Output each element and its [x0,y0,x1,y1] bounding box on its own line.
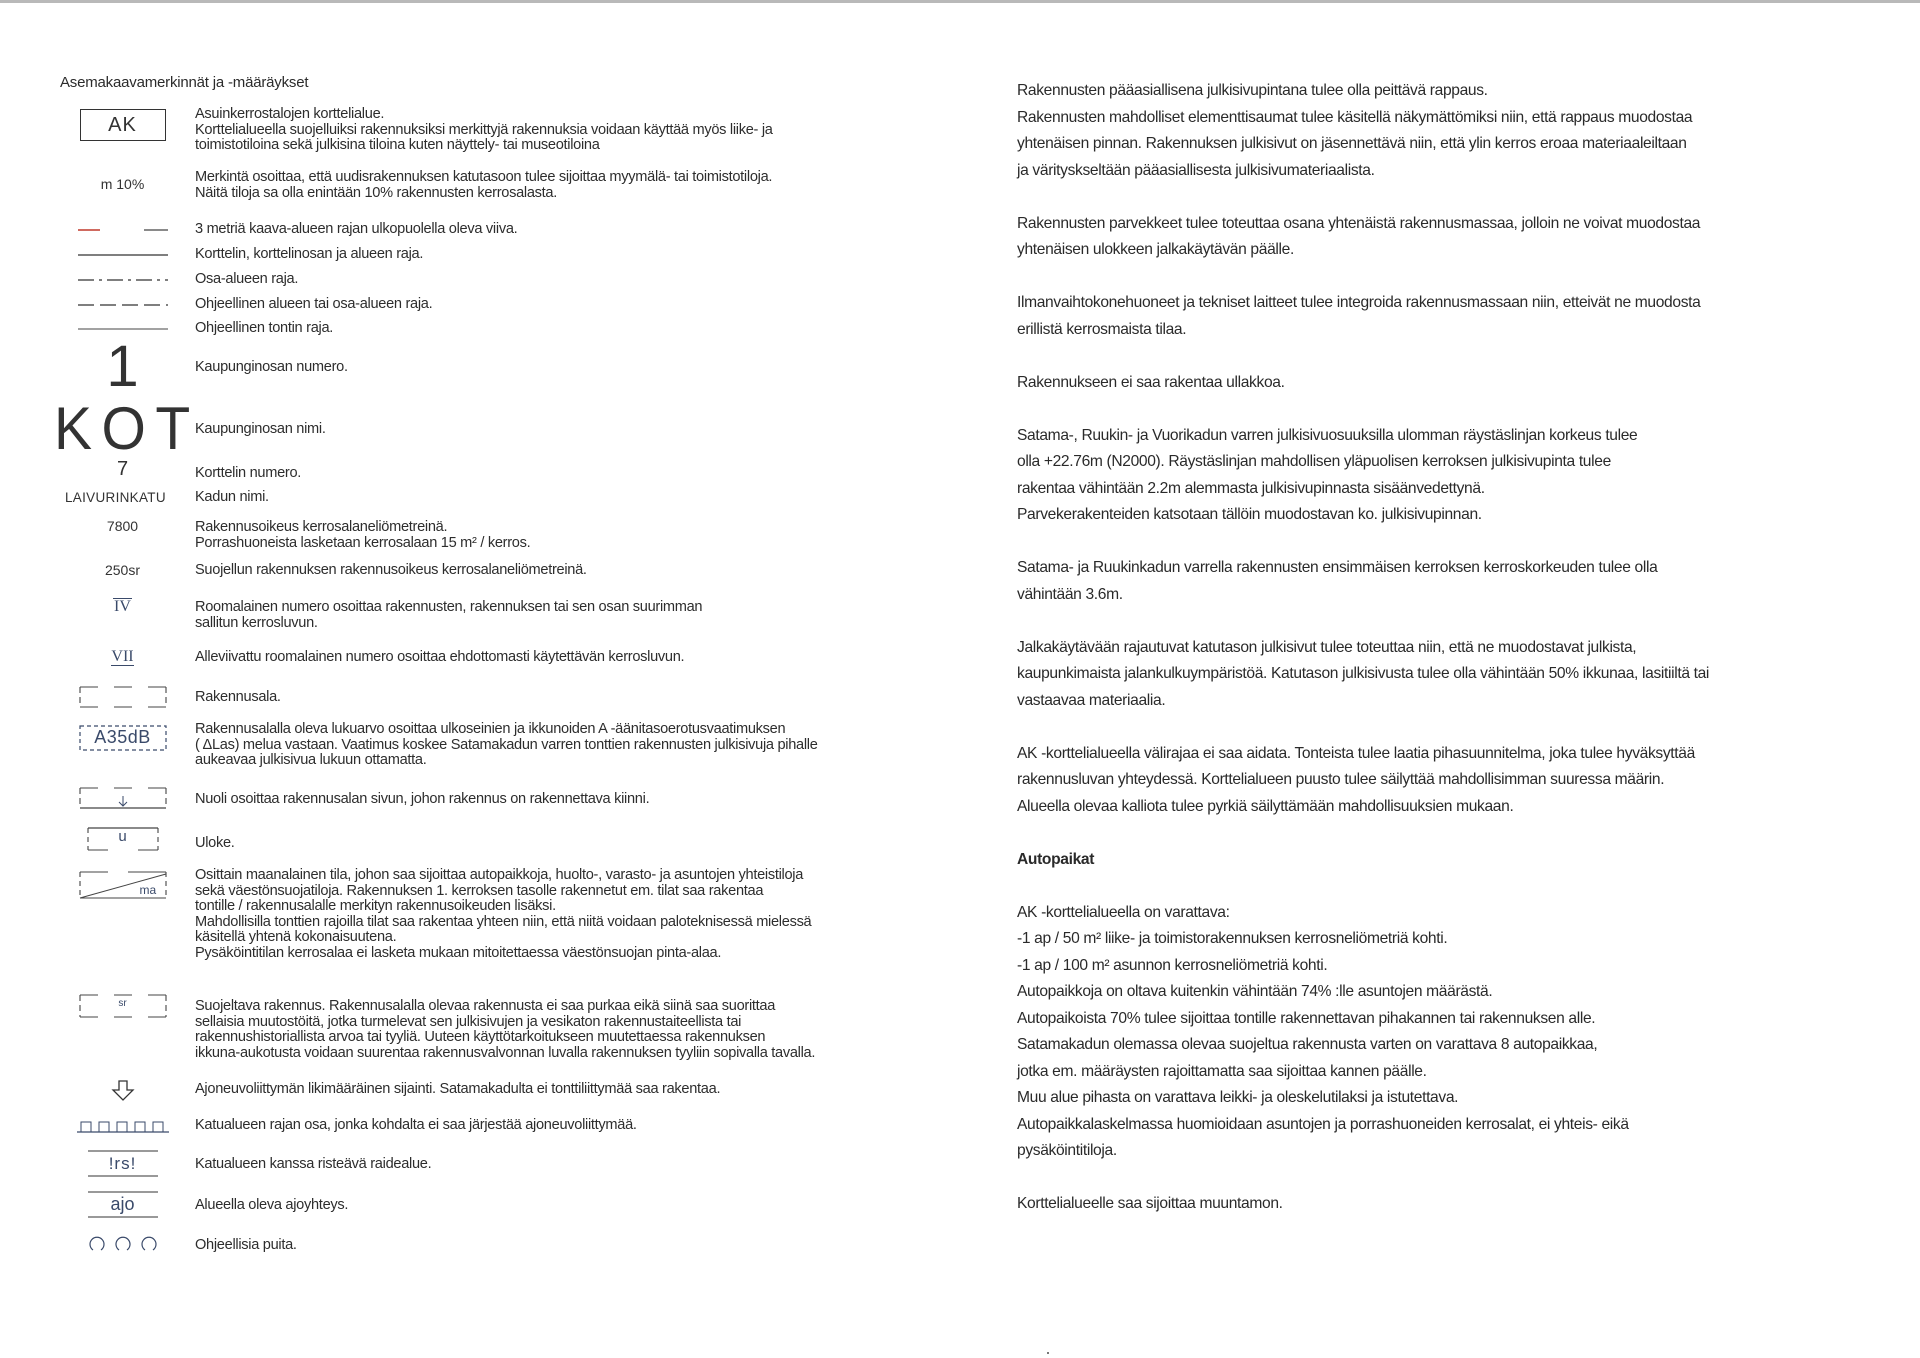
legend-row-district-name [54,395,940,462]
legend-column [54,74,940,1253]
paragraph-line: erillistä kerrosmaista tilaa. [1017,320,1187,338]
legend-line: Kaupunginosan numero. [195,359,348,375]
legend-text [185,782,940,812]
legend-line: Porrashuoneista lasketaan kerrosalaan 15 m² / kerros. [195,534,531,551]
paragraph-line: ja värityskseltään pääasiallisesta julkisivumateriaalista. [1017,161,1375,179]
paragraph-line: -1 ap / 100 m² asunnon kerrosneliömetriä kohti. [1017,956,1328,974]
paragraph-line: Autopaikkoja on oltava kuitenkin vähintään 74% :lle asuntojen määrästä. [1017,983,1493,1000]
legend-line: Uloke. [195,835,235,851]
legend-line: Katualueen kanssa risteävä raidealue. [195,1156,432,1172]
legend-text [185,272,940,288]
paragraph-line: kaupunkimaista jalankulkuympäristöä. Katutason julkisivusta tulee olla vähintään 50% ikkunaa, lasitiiltä tai [1017,665,1710,682]
paragraph-line: jotka em. määräysten rajoittamatta saa sijoittaa kannen päälle. [1017,1062,1427,1080]
legend-row-rail-area [60,1148,940,1178]
legend-text [185,562,940,579]
legend-line: Merkintä osoittaa, että uudisrakennuksen katutasoon tulee sijoittaa myymälä- tai toimistotiloja. [195,169,773,185]
legend-row-ak [60,107,940,154]
legend-text [185,824,940,854]
legend-row-block-number [60,458,940,482]
legend-heading: Asemakaavamerkinnät ja -määräykset [60,74,309,91]
legend-line: Alleviivattu roomalainen numero osoittaa ehdottomasti käytettävän kerrosluvun. [195,649,685,665]
legend-symbol [60,722,185,769]
paragraph-line: Muu alue pihasta on varattava leikki- ja oleskelutilaksi ja istutettava. [1017,1089,1459,1106]
legend-symbol [60,107,185,154]
legend-row-district-number [60,336,940,398]
legend-text [185,991,940,1061]
legend-symbol [60,824,185,854]
legend-row-indicative-plot-boundary [60,321,940,337]
legend-symbol [60,1078,185,1102]
legend-line: ikkuna-aukotusta voidaan suurentaa rakennusvalvonnan luvalla rakennuksen tyyliin sopivalla tavalla. [195,1044,816,1061]
regulation-paragraph [1017,423,1867,529]
ak-zone-symbol: AK [80,109,166,141]
regulation-paragraph [1017,741,1867,821]
paragraph-line: Rakennukseen ei saa rakentaa ullakkoa. [1017,373,1285,391]
legend-row-block-boundary [60,247,940,263]
legend-line: sekä väestönsuojatiloja. Rakennuksen 1. kerroksen tasolle rakennetut em. tilat saa rakentaa [195,882,764,899]
regulation-paragraph [1017,1191,1867,1218]
district-name-symbol: KOT [54,395,200,462]
legend-line: Katualueen rajan osa, jonka kohdalta ei saa järjestää ajoneuvoliittymää. [195,1117,637,1133]
legend-row-noise-requirement [60,722,940,769]
paragraph-line: Autopaikat [1017,850,1095,868]
paragraph-line: yhtenäisen pinnan. Rakennuksen julkisivut on jäsennettävä niin, että ylin kerros eroaa materiaaleiltaan [1017,135,1687,152]
legend-line: Alueella oleva ajoyhteys. [195,1197,349,1213]
legend-text [185,490,940,506]
paragraph-line: AK -korttelialueella välirajaa ei saa aidata. Tonteista tulee laatia pihasuunnitelma, joka tulee hyväksyttää [1017,744,1695,762]
max-floors-symbol: IV [114,598,131,615]
legend-row-underground-space [60,868,940,961]
legend-line: ( ΔLas) melua vastaan. Vaatimus koskee Satamakadun varren tonttien rakennusten julkisivuja pihalle [195,736,818,753]
legend-text [185,1112,940,1138]
legend-line: aukeavaa julkisivua lukuun ottamatta. [195,752,427,768]
legend-symbol [54,395,200,462]
district-number-symbol: 1 [106,334,139,399]
building-edge-arrow-symbol [78,782,168,812]
regulation-paragraph [1017,290,1867,343]
projection-label: u [118,828,127,845]
legend-text [185,458,940,482]
legend-symbol [60,681,185,711]
legend-row-street-name [60,490,940,506]
legend-text [185,722,940,769]
legend-row-no-access-boundary [60,1112,940,1138]
paragraph-line: Alueella olevaa kalliota tulee pyrkiä säilyttämään mahdollisuuksien mukaan. [1017,797,1514,815]
legend-row-indicative-area-boundary [60,297,940,313]
paragraph-line: rakennusluvan yhteydessä. Korttelialueen puusto tulee säilyttää mahdollisimman suuressa määrin. [1017,771,1665,788]
paragraph-line: Satamakadun olemassa olevaa suojeltua rakennusta varten on varattava 8 autopaikkaa, [1017,1036,1598,1053]
regulation-paragraph [1017,370,1867,397]
legend-text [185,1078,940,1102]
legend-symbol [60,991,185,1061]
parking-heading [1017,847,1867,874]
paragraph-line: olla +22.76m (N2000). Räystäslinjan mahdollisen yläpuolisen kerroksen julkisivupinta tulee [1017,453,1611,470]
tree-icons [83,1232,163,1256]
paragraph-line: vähintään 3.6m. [1017,585,1123,603]
protected-building-symbol [78,991,168,1021]
legend-line: Korttelin numero. [195,465,302,481]
legend-line: Ohjeellinen tontin raja. [195,320,334,336]
legend-row-building-edge-arrow [60,782,940,812]
access-arrow-icon [108,1078,138,1102]
legend-symbol [60,458,185,482]
legend-symbol [60,868,185,961]
legend-line: Ohjeellisia puita. [195,1237,297,1253]
regulation-paragraph [1017,211,1867,264]
legend-row-protected-building [60,991,940,1061]
legend-line: käsitellä yhtenä kokonaisuutena. [195,929,397,945]
legend-text [185,598,940,631]
legend-line: Ajoneuvoliittymän likimääräinen sijainti. Satamakadulta ei tonttiliittymää saa rakentaa. [195,1081,721,1097]
legend-line: Roomalainen numero osoittaa rakennusten, rakennuksen tai sen osan suurimman [195,599,703,615]
block-number-symbol: 7 [116,458,129,480]
paragraph-line: -1 ap / 50 m² liike- ja toimistorakennuksen kerrosneliömetriä kohti. [1017,930,1448,947]
legend-line: Mahdollisilla tonttien rajoilla tilat saa rakentaa yhteen niin, että niitä voidaan paloteknisessä mielessä [195,913,812,930]
legend-text [185,1232,940,1256]
legend-symbol [60,247,185,263]
shop-share-symbol: m 10% [100,176,145,192]
legend-row-projection [60,824,940,854]
legend-line: Korttelialueella suojelluiksi rakennuksiksi merkittyjä rakennuksia voidaan käyttää myös liike- ja [195,121,773,138]
legend-text [185,649,940,666]
legend-line: Asuinkerrostalojen korttelialue. [195,106,385,122]
legend-symbol [60,490,185,506]
paragraph-line: rakentaa vähintään 2.2m alemmasta julkisivupinnasta sisäänvedettynä. [1017,479,1485,497]
legend-text [185,247,940,263]
legend-line: sellaisia muutostöitä, jotka turmelevat sen julkisivujen ja vesikaton rakennustaiteellista tai [195,1013,742,1030]
legend-row-max-floors [60,598,940,631]
scan-speck [1047,1352,1049,1354]
mandatory-floors-symbol: VII [111,648,134,665]
paragraph-line: Korttelialueelle saa sijoittaa muuntamon. [1017,1195,1283,1212]
legend-symbol [60,1232,185,1256]
legend-line: Osittain maanalainen tila, johon saa sijoittaa autopaikkoja, huolto-, varasto- ja asuntojen yhteistiloja [195,867,804,883]
legend-line: Korttelin, korttelinosan ja alueen raja. [195,246,424,262]
legend-symbol [60,1189,185,1219]
legend-text [185,1189,940,1219]
dashed-line-symbol [78,297,168,311]
legend-row-protected-rights [60,562,940,579]
legend-line: Rakennusoikeus kerrosalaneliömetreinä. [195,519,448,535]
legend-text [185,681,940,711]
rail-area-symbol [78,1148,168,1178]
paragraph-line: Rakennusten mahdolliset elementtisaumat tulee käsitellä näkymättömiksi niin, että rappaus muodostaa [1017,108,1693,126]
protected-rights-symbol: 250sr [104,562,141,578]
legend-row-building-area [60,681,940,711]
regulation-paragraph [1017,900,1867,1165]
no-access-boundary-symbol [75,1112,171,1138]
legend-line: toimistotiloina sekä julkisina tiloina kuten näyttely- tai museotiloina [195,137,600,153]
paragraph-line: Satama-, Ruukin- ja Vuorikadun varren julkisivuosuuksilla ulomman räystäslinjan korkeus tulee [1017,426,1638,444]
protected-building-label: sr [118,998,127,1009]
legend-symbol [60,649,185,666]
legend-text [185,107,940,154]
underground-space-label: ma [139,883,157,897]
paragraph-line: AK -korttelialueella on varattava: [1017,903,1230,921]
legend-symbol [60,562,185,579]
legend-line: Näitä tiloja sa olla enintään 10% rakennusten kerrosalasta. [195,184,557,201]
legend-line: Osa-alueen raja. [195,271,299,287]
legend-text [185,170,940,201]
legend-symbol [60,222,185,238]
legend-symbol [60,336,185,398]
paragraph-line: vastaavaa materiaalia. [1017,691,1166,709]
noise-requirement-label: A35dB [94,727,151,747]
street-name-symbol: LAIVURINKATU [65,490,166,505]
top-edge-line [0,0,1920,3]
paragraph-line: Ilmanvaihtokonehuoneet ja tekniset laitteet tulee integroida rakennusmassaan niin, etteivät ne muodosta [1017,294,1701,311]
underground-space-symbol [78,868,168,902]
regulation-paragraph [1017,78,1867,184]
solid-line-symbol [78,247,168,261]
legend-line: Suojellun rakennuksen rakennusoikeus kerrosalaneliömetreinä. [195,562,587,578]
legend-line: rakennushistoriallista arvoa tai tyyliä. Uuteen käyttötarkoitukseen muutettaessa rakennuksen [195,1029,766,1045]
legend-line: Rakennusalalla oleva lukuarvo osoittaa ulkoseinien ja ikkunoiden A -äänitasoerotusvaatimuksen [195,721,786,737]
building-area-symbol [78,681,168,711]
legend-text [185,321,940,337]
paragraph-line: Rakennusten pääasiallisena julkisivupintana tulee olla peittävä rappaus. [1017,82,1488,99]
legend-line: Nuoli osoittaa rakennusalan sivun, johon rakennus on rakennettava kiinni. [195,791,650,807]
legend-row-shop-share [60,170,940,201]
thin-line-symbol [78,321,168,335]
legend-symbol [60,1112,185,1138]
legend-row-vehicle-access [60,1078,940,1102]
legend-line: Rakennusala. [195,689,281,705]
legend-line: sallitun kerrosluvun. [195,614,318,631]
red-dash-line-symbol [78,222,168,236]
legend-line: Kaupunginosan nimi. [195,421,326,437]
legend-text [185,1148,940,1178]
paragraph-line: pysäköintitiloja. [1017,1142,1117,1159]
legend-symbol [60,1148,185,1178]
driveway-symbol [78,1189,168,1219]
legend-line: Suojeltava rakennus. Rakennusalalla olevaa rakennusta ei saa purkaa eikä siinä saa suorittaa [195,998,776,1014]
legend-symbol [60,272,185,288]
legend-line: Pysäköintitilan kerrosalaa ei lasketa mukaan mitoitettaessa väestönsuojan pinta-alaa. [195,944,722,961]
legend-row-mandatory-floors [60,649,940,666]
legend-text [185,868,940,961]
legend-text [185,222,940,238]
legend-line: Ohjeellinen alueen tai osa-alueen raja. [195,296,433,312]
legend-row-building-rights [60,518,940,551]
legend-text [185,518,940,551]
legend-line: Kadun nimi. [195,489,269,505]
paragraph-line: Satama- ja Ruukinkadun varrella rakennusten ensimmäisen kerroksen kerroskorkeuden tulee olla [1017,559,1658,576]
projection-symbol [78,824,168,854]
legend-symbol [60,170,185,201]
paragraph-line: yhtenäisen ulokkeen jalkakäytävän päälle. [1017,241,1294,258]
legend-text [185,398,940,460]
rail-area-label: !rs! [108,1154,137,1173]
noise-requirement-symbol [78,722,168,754]
regulation-paragraph [1017,635,1867,715]
legend-row-driveway [60,1189,940,1219]
building-rights-symbol: 7800 [106,518,139,534]
legend-text [185,336,940,398]
paragraph-line: Parvekerakenteiden katsotaan tällöin muodostavan ko. julkisivupinnan. [1017,506,1482,523]
legend-symbol [60,518,185,551]
legend-symbol [60,598,185,631]
legend-symbol [60,782,185,812]
paragraph-line: Jalkakäytävään rajautuvat katutason julkisivut tulee toteuttaa niin, että ne muodostavat julkista, [1017,638,1637,656]
legend-row-plan-area-outline [60,222,940,238]
legend-line: tontille / rakennusalalle merkityn rakennusoikeuden lisäksi. [195,898,556,914]
paragraph-line: Rakennusten parvekkeet tulee toteuttaa osana yhtenäistä rakennusmassaa, jolloin ne voivat muodostaa [1017,214,1701,232]
legend-row-indicative-trees [60,1232,940,1256]
legend-row-subarea-boundary [60,272,940,288]
regulation-paragraph [1017,555,1867,608]
driveway-label: ajo [110,1194,135,1214]
paragraph-line: Autopaikoista 70% tulee sijoittaa tontille rakennettavan pihakannen tai rakennuksen alle. [1017,1009,1596,1027]
legend-text [185,297,940,313]
paragraph-line: Autopaikkalaskelmassa huomioidaan asuntojen ja porrashuoneiden kerrosalat, ei yhteis- eikä [1017,1115,1629,1133]
dash-dot-line-symbol [78,272,168,286]
legend-line: 3 metriä kaava-alueen rajan ulkopuolella oleva viiva. [195,221,518,237]
legend-symbol [60,297,185,313]
regulations-column [1017,78,1867,1244]
